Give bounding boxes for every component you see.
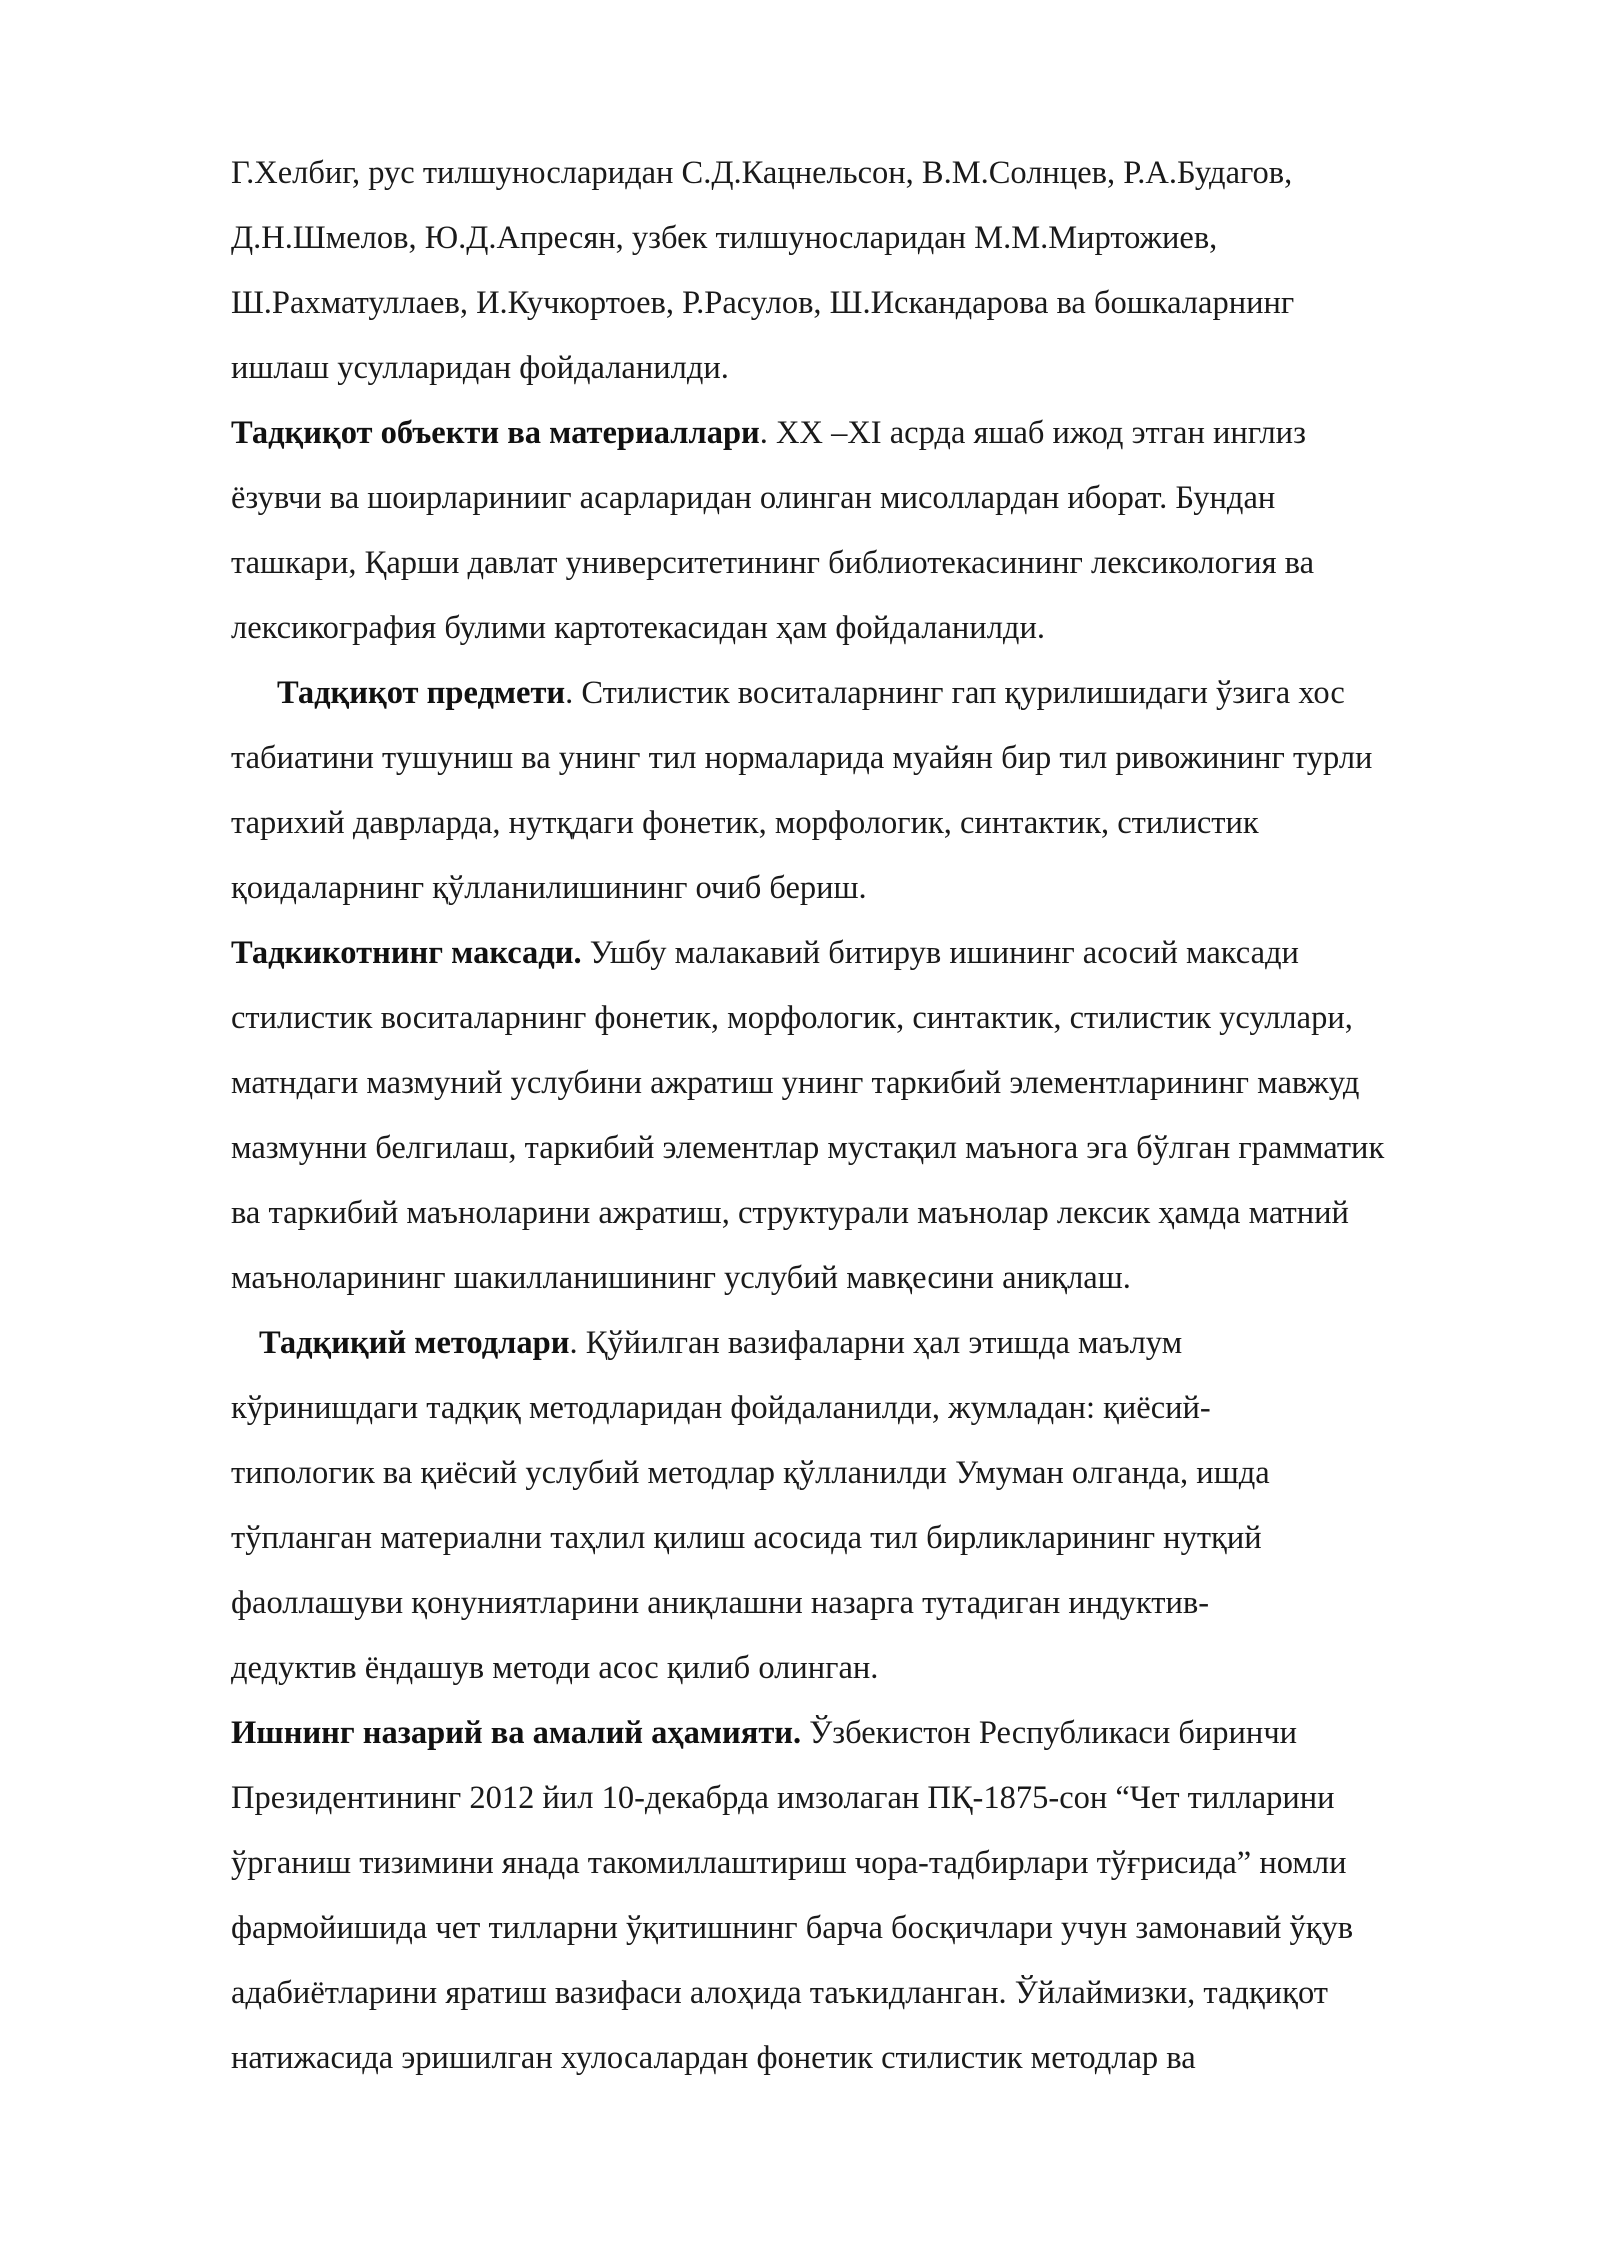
section-heading: Тадқиқий методлари (259, 1325, 570, 1361)
text-line (231, 1648, 878, 1688)
text-line (231, 1453, 1270, 1493)
text-line (231, 478, 1275, 518)
line-text: мазмунни белгилаш, таркибий элементлар мустақил маънога эга бўлган грамматик (231, 1130, 1385, 1166)
line-text: лексикография булими картотекасидан ҳам фойдаланилди. (231, 610, 1045, 646)
text-line (231, 1908, 1353, 1948)
line-text: типологик ва қиёсий услубий методлар қўлланилди Умуман олганда, ишда (231, 1455, 1270, 1491)
section-heading-line (231, 413, 1306, 453)
text-line (231, 998, 1353, 1038)
section-heading-line (259, 1323, 1182, 1363)
line-text: кўринишдаги тадқиқ методларидан фойдаланилди, жумладан: қиёсий- (231, 1390, 1211, 1426)
line-text: табиатини тушуниш ва унинг тил нормаларида муайян бир тил ривожининг турли (231, 740, 1373, 776)
section-heading: Тадқиқот объекти ва материаллари (231, 415, 760, 451)
line-text: Ш.Рахматуллаев, И.Кучкортоев, Р.Расулов, Ш.Искандарова ва бошкаларнинг (231, 285, 1295, 321)
text-line (231, 283, 1294, 323)
text-line (231, 218, 1217, 258)
line-text: ишлаш усулларидан фойдаланилди. (231, 350, 729, 386)
text-line (231, 1973, 1328, 2013)
text-line (231, 1388, 1211, 1428)
line-text: натижасида эришилган хулосалардан фонетик стилистик методлар ва (231, 2040, 1196, 2076)
line-text: . Стилистик воситаларнинг гап қурилишидаги ўзига хос (565, 675, 1345, 711)
line-text: Ушбу малакавий битирув ишининг асосий максади (581, 935, 1299, 971)
text-line (231, 1778, 1335, 1818)
text-line (231, 803, 1259, 843)
text-line (231, 2038, 1196, 2078)
section-heading: Тадқиқот предмети (277, 675, 566, 711)
line-text: ўрганиш тизимини янада такомиллаштириш чора-тадбирлари тўғрисида” номли (231, 1845, 1347, 1881)
line-text: фармойишида чет тилларни ўқитишнинг барча босқичлари учун замонавий ўқув (231, 1910, 1354, 1946)
text-line (231, 738, 1372, 778)
section-heading-line (231, 1713, 1297, 1753)
line-text: Г.Хелбиг, рус тилшуносларидан С.Д.Кацнельсон, В.М.Солнцев, Р.А.Будагов, (231, 155, 1293, 191)
line-text: Президентининг 2012 йил 10-декабрда имзолаган ПҚ-1875-сон “Чет тилларини (231, 1780, 1335, 1816)
section-heading: Тадкикотнинг максади. (231, 935, 582, 971)
text-line (231, 1843, 1347, 1883)
line-text: маъноларининг шакилланишининг услубий мавқесини аниқлаш. (231, 1260, 1131, 1296)
text-line (231, 348, 729, 388)
line-text: Ўзбекистон Республикаси биринчи (801, 1715, 1298, 1751)
line-text: қоидаларнинг қўлланилишининг очиб бериш. (231, 870, 867, 906)
line-text: ташкари, Қарши давлат университетининг библиотекасининг лексикология ва (231, 545, 1315, 581)
text-line (231, 153, 1292, 193)
section-heading: Ишнинг назарий ва амалий аҳамияти. (231, 1715, 802, 1751)
line-text: . Қўйилган вазифаларни ҳал этишда маълум (569, 1325, 1183, 1361)
text-line (231, 868, 867, 908)
text-line (231, 1583, 1209, 1623)
text-line (231, 1258, 1131, 1298)
line-text: ёзувчи ва шоирларинииг асарларидан олинган мисоллардан иборат. Бундан (231, 480, 1276, 516)
section-heading-line (277, 673, 1345, 713)
line-text: . XX –XI асрда яшаб ижод этган инглиз (759, 415, 1306, 451)
text-line (231, 543, 1314, 583)
text-line (231, 1063, 1359, 1103)
text-line (231, 1128, 1384, 1168)
line-text: тарихий даврларда, нутқдаги фонетик, морфологик, синтактик, стилистик (231, 805, 1259, 841)
line-text: дедуктив ёндашув методи асос қилиб олинган. (231, 1650, 879, 1686)
section-heading-line (231, 933, 1299, 973)
text-line (231, 608, 1045, 648)
line-text: тўпланган материални таҳлил қилиш асосида тил бирликларининг нутқий (231, 1520, 1262, 1556)
line-text: ва таркибий маъноларини ажратиш, структурали маънолар лексик ҳамда матний (231, 1195, 1349, 1231)
line-text: Д.Н.Шмелов, Ю.Д.Апресян, узбек тилшуносларидан М.М.Миртожиев, (231, 220, 1218, 256)
line-text: фаоллашуви қонуниятларини аниқлашни назарга тутадиган индуктив- (231, 1585, 1210, 1621)
text-line (231, 1518, 1262, 1558)
line-text: матндаги мазмуний услубини ажратиш унинг таркибий элементларининг мавжуд (231, 1065, 1360, 1101)
line-text: стилистик воситаларнинг фонетик, морфологик, синтактик, стилистик усуллари, (231, 1000, 1353, 1036)
line-text: адабиётларини яратиш вазифаси алоҳида таъкидланган. Ўйлаймизки, тадқиқот (231, 1975, 1328, 2011)
text-line (231, 1193, 1349, 1233)
